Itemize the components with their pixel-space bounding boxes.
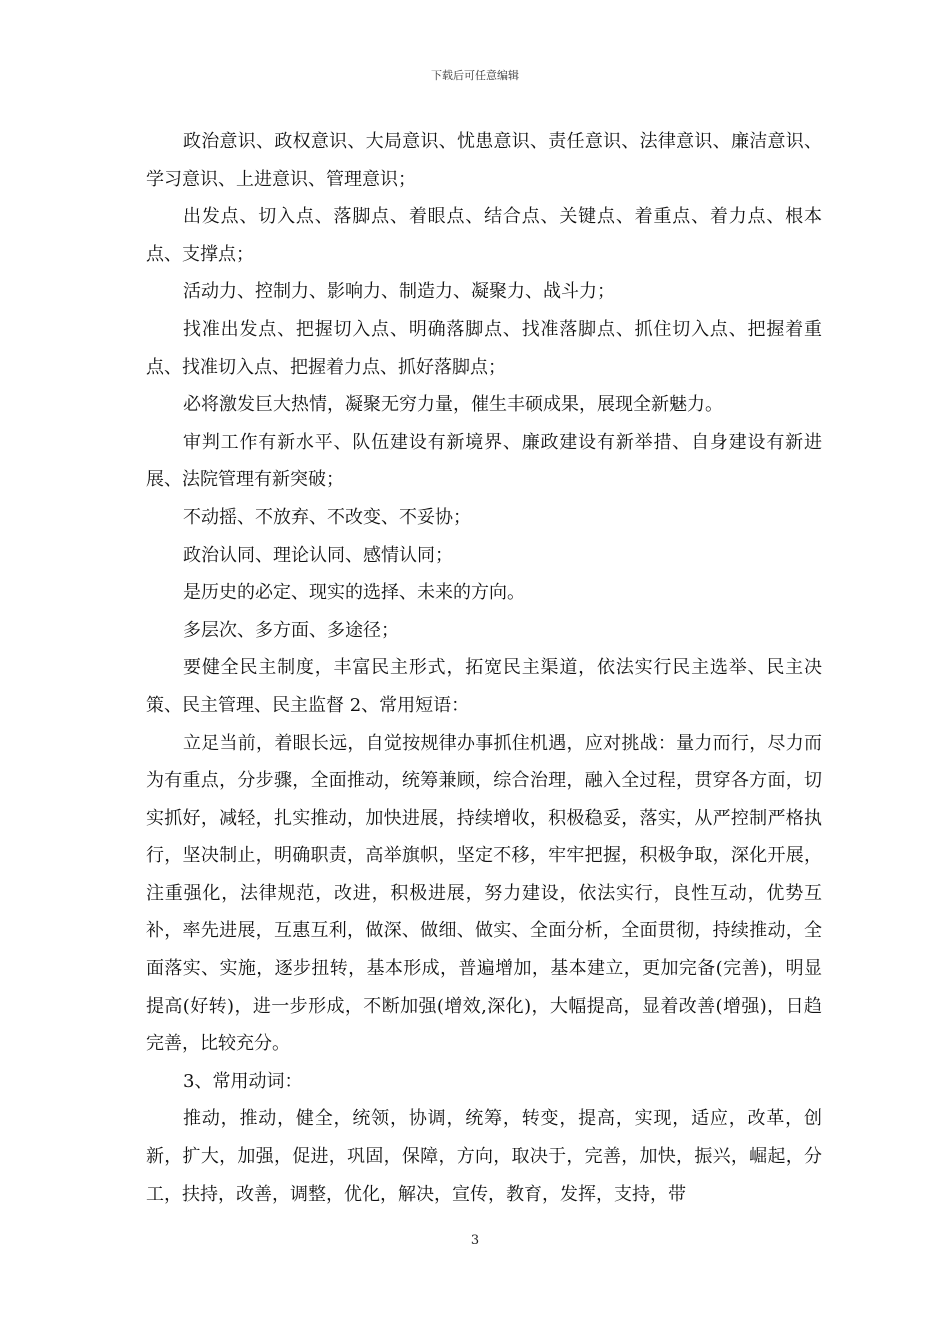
paragraph: 出发点、切入点、落脚点、着眼点、结合点、关键点、着重点、着力点、根本点、支撑点； <box>146 206 822 265</box>
paragraph: 不动摇、不放弃、不改变、不妥协； <box>183 506 471 528</box>
document-body <box>146 123 822 1213</box>
paragraph: 活动力、控制力、影响力、制造力、凝聚力、战斗力； <box>183 281 615 303</box>
paragraph: 审判工作有新水平、队伍建设有新境界、廉政建设有新举措、自身建设有新进展、法院管理有新突破； <box>146 431 822 491</box>
paragraph: 多层次、多方面、多途径； <box>183 619 399 641</box>
section-heading: 3、常用动词： <box>183 1070 303 1092</box>
paragraph: 找准出发点、把握切入点、明确落脚点、找准落脚点、抓住切入点、把握着重点、找准切入点、把握着力点、抓好落脚点； <box>146 318 822 378</box>
paragraph: 推动，推动，健全，统领，协调，统筹，转变，提高，实现，适应，改革，创新，扩大，加强，促进，巩固，保障，方向，取决于，完善，加快，振兴，崛起，分工，扶持，改善，调整，优化，解决，宣传，教育，发挥，支持，带 <box>146 1108 822 1205</box>
page-header: 下载后可任意编辑 <box>431 69 519 82</box>
paragraph: 是历史的必定、现实的选择、未来的方向。 <box>183 582 525 604</box>
paragraph: 必将激发巨大热情，凝聚无穷力量，催生丰硕成果，展现全新魅力。 <box>183 394 723 416</box>
paragraph: 立足当前，着眼长远，自觉按规律办事抓住机遇，应对挑战：量力而行，尽力而为有重点，分步骤，全面推动，统筹兼顾，综合治理，融入全过程，贯穿各方面，切实抓好，减轻，扎实推动，加快进展，持续增收，积极稳妥，落实，从严控制严格执行，坚决制止，明确职责，高举旗帜，坚定不移，牢牢把握，积极争取，深化开展，注重强化，法律规范，改进，积极进展，努力建设，依法实行，良性互动，优势互补，率先进展，互惠互利，做深、做细、做实、全面分析，全面贯彻，持续推动，全面落实、实施，逐步扭转，基本形成，普遍增加，基本建立，更加完备(完善)，明显提高(好转)，进一步形成，不断加强(增效,深化)，大幅提高，显着改善(增强)，日趋完善，比较充分。 <box>146 732 822 1055</box>
page-number: 3 <box>470 1233 480 1248</box>
paragraph: 要健全民主制度，丰富民主形式，拓宽民主渠道，依法实行民主选举、民主决策、民主管理、民主监督 2、常用短语： <box>146 657 822 716</box>
paragraph: 政治意识、政权意识、大局意识、忧患意识、责任意识、法律意识、廉洁意识、学习意识、上进意识、管理意识； <box>146 131 822 190</box>
paragraph: 政治认同、理论认同、感情认同； <box>183 544 453 566</box>
